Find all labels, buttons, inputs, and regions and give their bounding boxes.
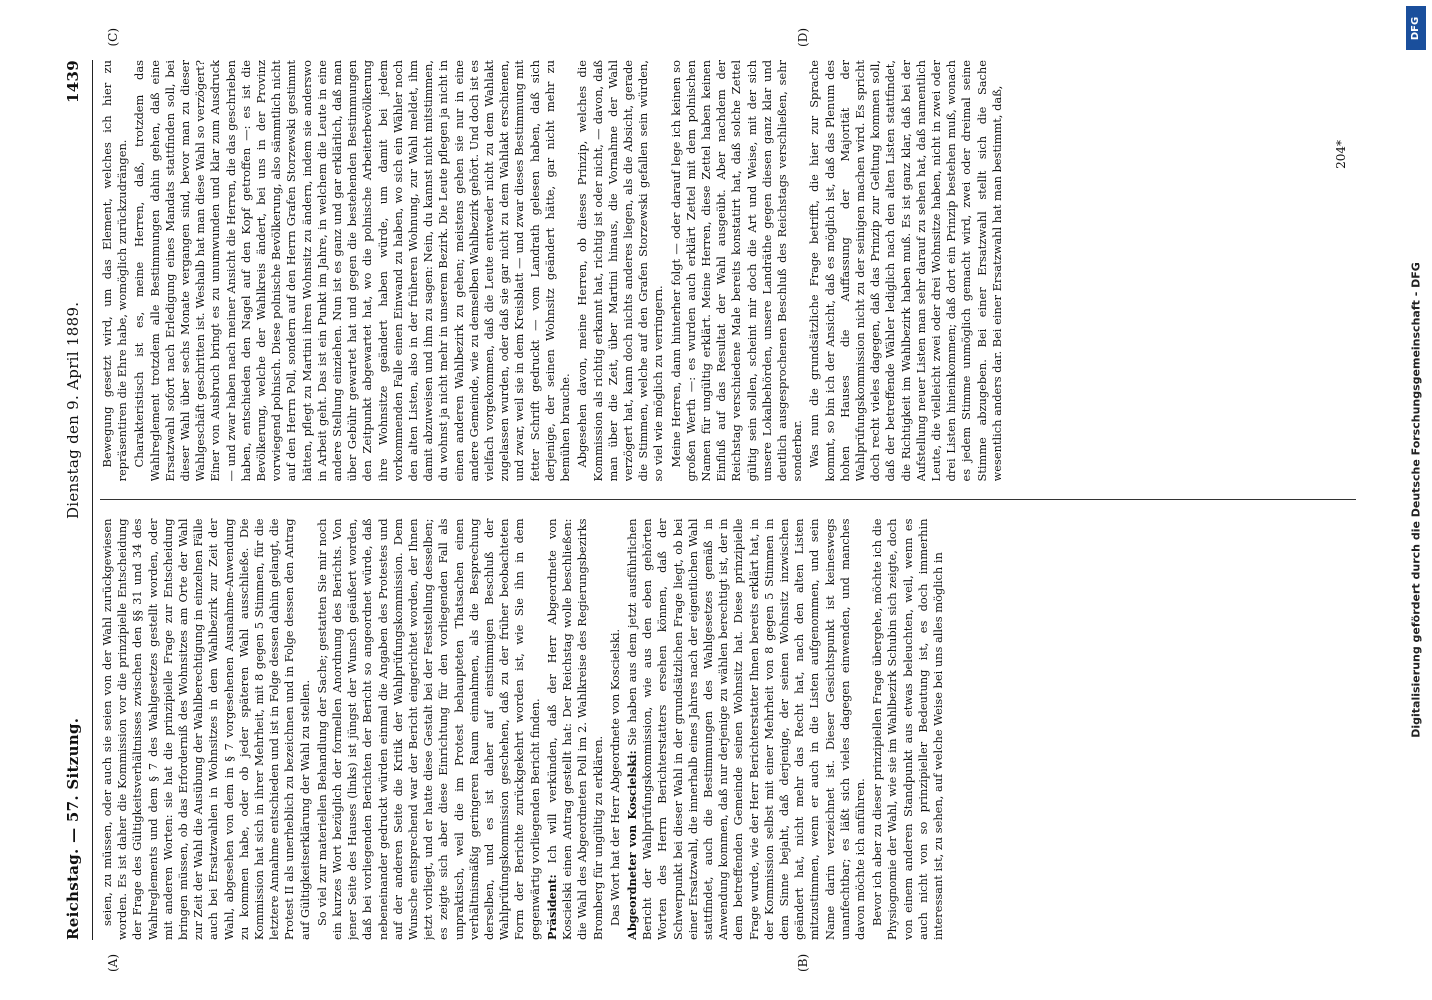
margin-mark-b: (B) <box>796 953 810 972</box>
digitization-credit <box>1406 10 1426 990</box>
margin-mark-d: (D) <box>796 28 810 47</box>
paragraph: Charakteristisch ist es, meine Herren, daß, trotzdem das Wahlreglement trotzdem alle Bestimmungen dahin gehen, daß eine Ersatzwahl sofort nach Erledigung eines Mandats stattfinden soll, bei dieser Wahl über sechs Monate vergangen sind, bevor man zu dieser Wahlgeschäft geschritten ist. Weshalb hat man diese Wahl so verzögert? Einer von Ausbruch bringt es zu unumwunden und klar zum Ausdruck — und zwar haben nach meiner Ansicht die Herren, die das geschrieben haben, entschieden den Nagel auf den Kopf getroffen —: es ist die Bevölkerung, welche der Wahlkreis ändert, bei uns in der Provinz vorwiegend polnisch. Diese polnische Bevölkerung, also sämmtlich nicht auf den Herrn Poll, sondern auf den Herrn Grafen Storzewski gestimmt hätten, pflegt zu Martini ihren Wohnsitz zu ändern, indem sie anderswo in Arbeit geht. Das ist ein Punkt im Jahre, in welchem die Leute in eine andere Stellung einziehen. Nun ist es ganz und gar erklärlich, daß man über Gebühr gewartet hat und gegen die bestehenden Bestimmungen den Zeitpunkt abgewartet hat, wo die polnische Arbeiterbevölkerung ihre Wohnsitze geändert haben würde, um damit bei jedem vorkommenden Falle einen Einwand zu haben, wo sich ein Wähler noch den alten Listen, also in der früheren Wohnung, zur Wahl meldet, ihm damit abzuweisen und ihm zu sagen: Nein, du kannst nicht mitstimmen, du wohnst ja nicht mehr in unserem Bezirk. Die Leute pflegen ja nicht in einen anderen Wahlbezirk zu gehen; meistens gehen sie nur in eine andere Gemeinde, wie zu demselben Wahlbezirk gehört. Und doch ist es vielfach vorgekommen, daß die Leute entweder nicht zu dem Wahlakt zugelassen wurden, oder daß sie gar nicht zu dem Wahlakt erschienen, und zwar, weil sie in dem Kreisblatt — und zwar dieses Bestimmung mit fetter Schrift gedruckt — vom Landrath gelesen haben, daß sich derjenige, der seinen Wohnsitz geändert hätte, gar nicht mehr zu bemühen brauche. <box>132 60 573 482</box>
speech-text: Ich will verkünden, daß der Herr Abgeordnete von Koscielski einen Antrag gestellt hat: Der Reichstag wolle beschließen: die Wahl des Abgeordneten Poll im 2. Wahlkreise des Regierungsbezirks Bromberg für ungültig zu erklären. <box>544 518 605 940</box>
credit-text: Digitalisierung gefördert durch die Deutsche Forschungsgemeinschaft - DFG <box>1409 262 1423 738</box>
speaker-name: Präsident: <box>544 874 559 940</box>
speaker-name: Abgeordneter von Koscielski: <box>624 750 639 940</box>
dfg-logo: DFG <box>1406 6 1426 50</box>
paragraph: seien, zu müssen, oder auch sie seien von der Wahl zurückgewiesen worden. Es ist daher die Kommission vor die prinzipielle Entscheidung der Frage des Gültigkeitsverhältnisses zwischen den §§ 31 und 34 des Wahlreglements und dem § 7 des Wahlgesetzes gestellt worden, oder mit anderen Worten: sie hat die prinzipielle Frage zur Entscheidung bringen müssen, ob das Erforderniß des Wohnsitzes am Orte der Wahl zur Zeit der Wahl die Ausübung der Wahlberechtigung in einzelnen Fälle auch bei Ersatzwahlen in Wohnsitzes in dem Wahlbezirk zur Zeit der Wahl, abgesehen von dem in § 7 vorgesehenen Ausnahme-Anwendung zu kommen habe, oder ob jeder späteren Wahl ausschließe. Die Kommission hat sich in ihrer Mehrheit, mit 8 gegen 5 Stimmen, für die letztere Annahme entschieden und ist in Folge dessen dahin gelangt, die Protest II als unerheblich zu bezeichnen und in Folge dessen den Antrag auf Gültigkeitserklärung der Wahl zu stellen. <box>100 518 312 940</box>
margin-mark-a: (A) <box>106 953 120 972</box>
paragraph: Bewegung gesetzt wird, um das Element, welches ich hier zu repräsentiren die Ehre habe, womöglich zurückzudrängen. <box>100 60 130 482</box>
speaker-paragraph <box>545 519 606 941</box>
page-header <box>58 60 88 940</box>
folio-mark: 204* <box>1334 140 1348 169</box>
text-column-right <box>100 60 1356 482</box>
header-rule <box>92 60 93 940</box>
speaker-paragraph <box>625 519 868 941</box>
paragraph: Meine Herren, dann hinterher folgt — oder darauf lege ich keinen so großen Werth —: es wurden auch erklärt Zettel mit dem polnischen Namen für ungültig erklärt. Meine Herren, diese Zettel haben keinen Einfluß auf das Resultat der Wahl ausgeübt. Aber nachdem der Reichstag verschiedene Male bereits konstatirt hat, daß solche Zettel gültig sein sollen, scheint mir doch die Art und Weise, mit der sich unsere Lokalbehörden, unsere Landräthe gegen diesen ganz klar und deutlich ausgesprochenen Beschluß des Reichstags verschließen, sehr sonderbar. <box>668 60 805 482</box>
paragraph: So viel zur materiellen Behandlung der Sache; gestatten Sie mir noch ein kurzes Wort bezüglich der formellen Anordnung des Berichts. Von jener Seite des Hauses (links) ist jüngst der Wunsch geäußert worden, daß bei vorliegenden Berichten der Bericht so angeordnet würde, daß nebeneinander gedruckt würden einmal die Angaben des Protestes und auf der anderen Seite die Kritik der Wahlprüfungskommission. Dem Wunsche entsprechend war der Bericht eingerichtet worden, der Ihnen jetzt vorliegt, und er hatte diese Gestalt bei der Feststellung desselben; es zeigte sich aber diese Einrichtung für den vorliegenden Fall als unpraktisch, weil die im Protest behaupteten Thatsachen einen verhältnismäßig geringeren Raum einnahmen, als die Besprechung derselben, und es ist daher auf einstimmigen Beschluß der Wahlprüfungskommission geschehen, daß zu der früher beobachteten Form der Berichte zurückgekehrt worden ist, wie Sie ihn in dem gegenwärtig vorliegenden Bericht finden. <box>314 518 542 940</box>
text-column-left <box>100 519 1356 941</box>
header-session: Reichstag. — 57. Sitzung. <box>64 717 82 940</box>
column-divider <box>100 500 1356 501</box>
paragraph: Was nun die grundsätzliche Frage betrifft, die hier zur Sprache kommt, so bin ich der Ansicht, daß es möglich ist, daß das Plenum des hohen Hauses die Auffassung der Majorität der Wahlprüfungskommission nicht zu der seinigen machen wird. Es spricht doch recht vieles dagegen, daß das Prinzip zur Geltung kommen soll, daß der betreffende Wähler lediglich nach den alten Listen stattfindet, die Richtigkeit im Wahlbezirk haben muß. Es ist ganz klar, daß bei der Aufstellung neuer Listen man sehr darauf zu sehen hat, daß namentlich Leute, die vielleicht zwei oder drei Wohnsitze haben, nicht in zwei oder drei Listen hineinkommen; daß dort ein Prinzip bestehen muß, wonach es jedem Stimme unmöglich gemacht wird, zwei oder dreimal seine Stimme abzugeben. Bei einer Ersatzwahl stellt sich die Sache wesentlich anders dar. Bei einer Ersatzwahl hat man bestimmt, daß, <box>807 60 1004 482</box>
header-date: Dienstag den 9. April 1889. <box>64 301 82 520</box>
paragraph: Bevor ich aber zu dieser prinzipiellen Frage übergehe, möchte ich die Physiognomie der Wahl, wie sie im Wahlbezirk Schubin sich zeigte, doch von einem anderen Standpunkt aus etwas beleuchten, weil, wenn es auch nicht von so prinzipieller Bedeutung ist, es doch immerhin interessant ist, zu sehen, auf welche Weise bei uns alles möglich in <box>870 518 945 940</box>
text-columns <box>100 60 1356 940</box>
page-number: 1439 <box>64 60 82 103</box>
margin-mark-c: (C) <box>106 28 120 47</box>
paragraph: Das Wort hat der Herr Abgeordnete von Koscielski. <box>607 628 622 926</box>
paragraph: Abgesehen davon, meine Herren, ob dieses Prinzip, welches die Kommission als richtig erkannt hat, richtig ist oder nicht, — davon, daß man über die Zeit, über Martini hinaus, die Vornahme der Wahl verzögert hat, kann doch nichts anderes liegen, als die Absicht, gerade die Stimmen, welche auf den Grafen Storzewski gefallen sein würden, so viel wie möglich zu verringern. <box>575 60 666 482</box>
document-page <box>36 20 1396 980</box>
speech-text: Sie haben aus dem jetzt ausführlichen Bericht der Wahlprüfungskommission, wie aus den eben gehörten Worten des Herrn Berichterstatters ersehen können, daß der Schwerpunkt bei dieser Wahl in der grundsätzlichen Frage liegt, ob bei einer Ersatzwahl, die innerhalb eines Jahres nach der eigentlichen Wahl stattfindet, auch die Bestimmungen des Wahlgesetzes gemäß in Anwendung kommen, daß nur derjenige zu wählen berechtigt ist, der in dem betreffenden Gemeinde seinen Wohnsitz hat. Diese prinzipielle Frage wurde, wie der Herr Berichterstatter Ihnen bereits erklärt hat, in der Kommission selbst mit einer Mehrheit von 8 gegen 5 Stimmen in dem Sinne bejaht, daß derjenige, der seinen Wohnsitz inzwischen geändert hat, nicht mehr das Recht hat, nach den alten Listen mitzustimmen, wenn er auch in die Listen aufgenommen, und sein Name darin verzeichnet ist. Dieser Gesichtspunkt ist keineswegs unanfechtbar; es läßt sich vieles dagegen einwenden, und manches davon möchte ich anführen. <box>624 518 867 940</box>
